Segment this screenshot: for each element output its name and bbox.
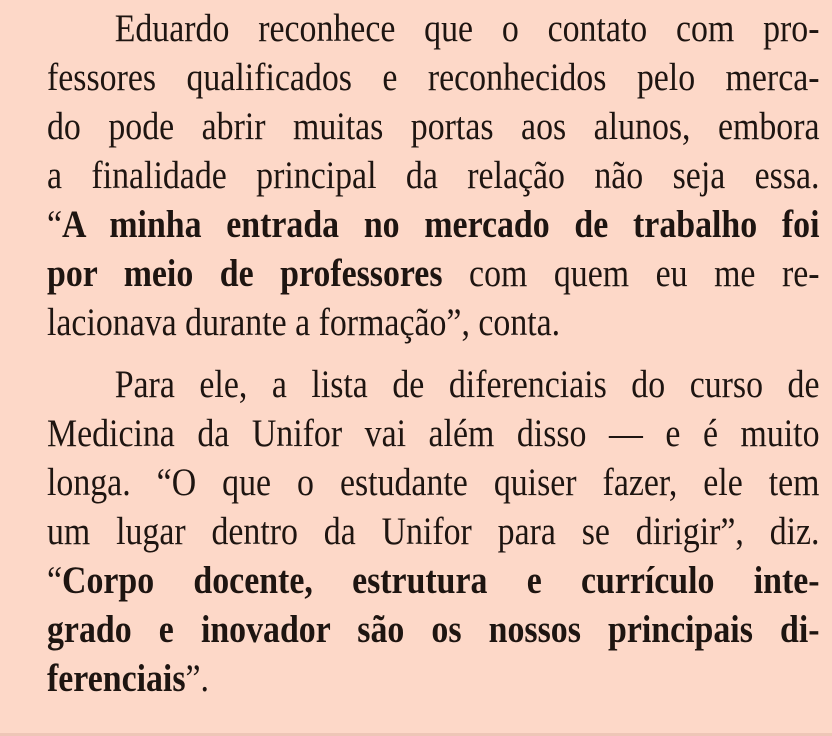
- paragraph: [47, 4, 820, 347]
- text-run: longa. “O que o estudante quiser fazer, ele tem: [47, 461, 820, 504]
- article-text-column: [47, 4, 820, 703]
- text-run: Para ele, a lista de diferenciais do curso de: [114, 363, 820, 406]
- text-line: [47, 4, 820, 53]
- text-run: Eduardo reconhece que o contato com pro-: [114, 7, 820, 50]
- text-run: lacionava durante a formação”, conta.: [47, 301, 561, 344]
- text-line: [47, 458, 820, 507]
- text-line: [47, 298, 820, 347]
- text-line: [47, 200, 820, 249]
- text-run: “: [47, 203, 63, 246]
- text-run: com quem eu me re-: [442, 252, 820, 295]
- paragraph: [47, 360, 820, 703]
- text-run: ”.: [185, 657, 209, 700]
- text-line: [47, 507, 820, 556]
- text-line: [47, 556, 820, 605]
- bold-text-run: Corpo docente, estrutura e currículo inte-: [62, 559, 820, 602]
- bold-text-run: ferenciais: [47, 657, 186, 700]
- bold-text-run: A minha entrada no mercado de trabalho foi: [62, 203, 820, 246]
- text-run: um lugar dentro da Unifor para se dirigir”, diz.: [47, 510, 820, 553]
- text-line: [47, 605, 820, 654]
- text-run: a finalidade principal da relação não seja essa.: [47, 154, 820, 197]
- text-line: [47, 409, 820, 458]
- text-line: [47, 102, 820, 151]
- text-line: [47, 360, 820, 409]
- text-line: [47, 53, 820, 102]
- bold-text-run: grado e inovador são os nossos principais di-: [47, 608, 820, 651]
- text-line: [47, 654, 820, 703]
- text-run: do pode abrir muitas portas aos alunos, embora: [47, 105, 820, 148]
- text-line: [47, 249, 820, 298]
- text-line: [47, 151, 820, 200]
- bold-text-run: por meio de professores: [47, 252, 443, 295]
- text-run: Medicina da Unifor vai além disso — e é muito: [47, 412, 820, 455]
- text-run: “: [47, 559, 63, 602]
- text-run: fessores qualificados e reconhecidos pelo merca-: [47, 56, 820, 99]
